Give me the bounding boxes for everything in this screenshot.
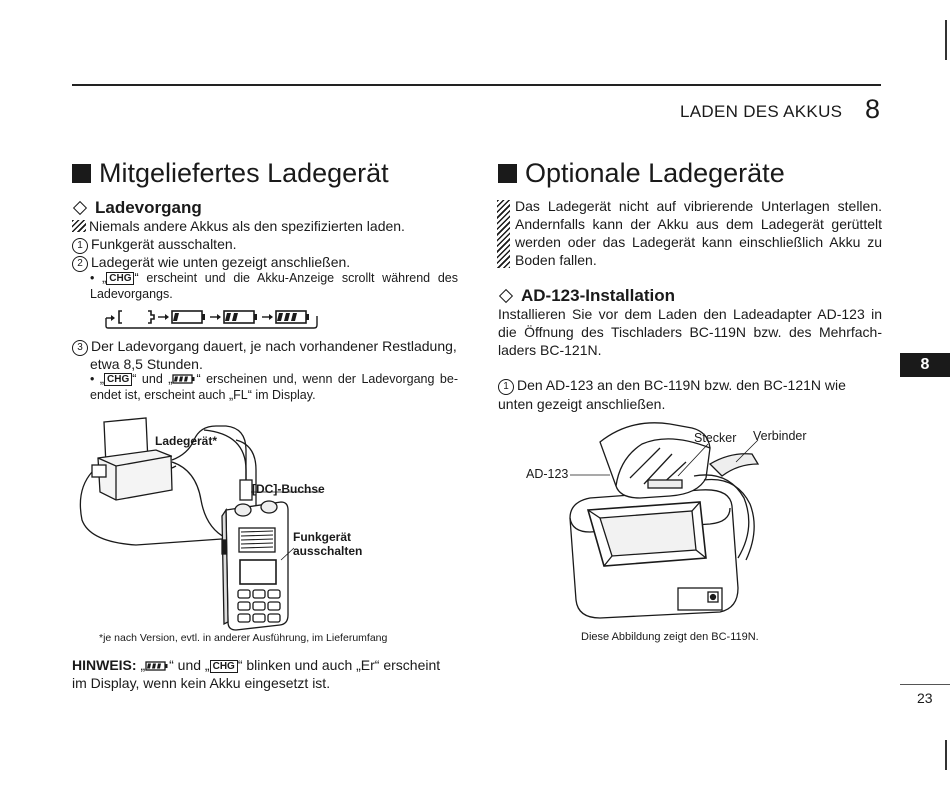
battery-full-icon [145,661,169,671]
ad123-intro: Installieren Sie vor dem Laden den Ladeadapter AD-123 in die Öffnung des Tischladers BC-119N bzw. des Mehrfach-laders BC-121N. [498,306,882,358]
diamond-icon [499,289,513,303]
step-3-line-2: etwa 8,5 Stunden. [90,356,203,372]
step-number-3: 3 [72,340,88,356]
step-1: 1 Funkgerät ausschalten. [72,235,237,254]
step-number-1: 1 [498,379,514,395]
note-line-2: im Display, wenn kein Akku eingesetzt ist. [72,675,331,691]
subsection-title-ad123: AD-123-Installation [498,286,675,306]
caution-hatch-icon [497,200,510,268]
vibration-warning: Das Ladegerät nicht auf vibrierende Unterlagen stellen. Andernfalls kann der Akku aus dem Ladegerät gerüttelt werden oder das Ladegerät kann einschließlich Akku zu Boden fallen. [515,198,882,268]
battery-empty-icon [119,311,154,323]
label-radio-off-line2: ausschalten [293,544,363,558]
step-2: 2 Ladegerät wie unten gezeigt anschließen. [72,253,350,272]
charger-radio-illustration [76,410,436,635]
label-ad123: AD-123 [526,467,569,481]
bullet-chg-scrolls: • „ CHG “ erscheint und die Akku-Anzeige scrollt während des Ladevorgangs. [90,271,458,301]
battery-full-icon [172,374,196,384]
label-radio-off-line1: Funkgerät [293,530,352,544]
subsection-title-charging: Ladevorgang [72,198,202,218]
caution-hatch-icon [72,220,86,232]
step-number-2: 2 [72,256,88,272]
label-dc-jack: [DC]-Buchse [252,482,325,496]
chapter-side-tab: 8 [900,353,950,377]
chg-indicator-icon: CHG [210,660,238,673]
chapter-title: LADEN DES AKKUS [680,102,843,121]
page-number-rule [900,684,950,685]
figure-caption: Diese Abbildung zeigt den BC-119N. [581,631,759,643]
edge-mark [945,740,947,770]
step-number-1: 1 [72,238,88,254]
ad123-step-1: 1 Den AD-123 an den BC-119N bzw. den BC-121N wie unten gezeigt anschließen. [498,377,846,412]
header-rule [72,84,881,86]
label-charger: Ladegerät* [155,434,218,448]
chg-indicator-icon: CHG [104,373,132,386]
section-title-optional-chargers: Optionale Ladegeräte [498,158,785,189]
bc119n-illustration [560,418,810,628]
bullet-dot: • [90,372,100,386]
label-plug: Stecker [694,431,737,445]
section-title-supplied-charger: Mitgeliefertes Ladegerät [72,158,389,189]
battery-one-bar-icon [172,311,205,323]
section-square-icon [72,164,91,183]
battery-full-icon [276,311,309,323]
bullet-charge-complete: • „ CHG “ und „ “ erscheinen und, wenn der Ladevorgang be-endet ist, erscheint auch „FL“ im Display. [90,372,458,402]
section-square-icon [498,164,517,183]
page-number: 23 [917,690,933,706]
battery-scroll-sequence [102,306,320,330]
label-connector: Verbinder [753,429,807,443]
chapter-number: 8 [865,94,881,124]
step-3: 3 Der Ladevorgang dauert, je nach vorhandener Restladung, [72,337,457,356]
warning-line: Niemals andere Akkus als den spezifizierten laden. [72,217,405,235]
chg-indicator-icon: CHG [106,272,134,285]
figure-footnote: *je nach Version, evtl. in anderer Ausführung, im Lieferumfang [99,632,388,644]
battery-two-bars-icon [224,311,257,323]
bullet-dot: • [90,271,103,285]
edge-mark [945,20,947,60]
note-label: HINWEIS: [72,657,137,673]
note-line-1: HINWEIS: „ “ und „ CHG “ blinken und auch „Er“ erscheint [72,657,441,673]
diamond-icon [73,201,87,215]
